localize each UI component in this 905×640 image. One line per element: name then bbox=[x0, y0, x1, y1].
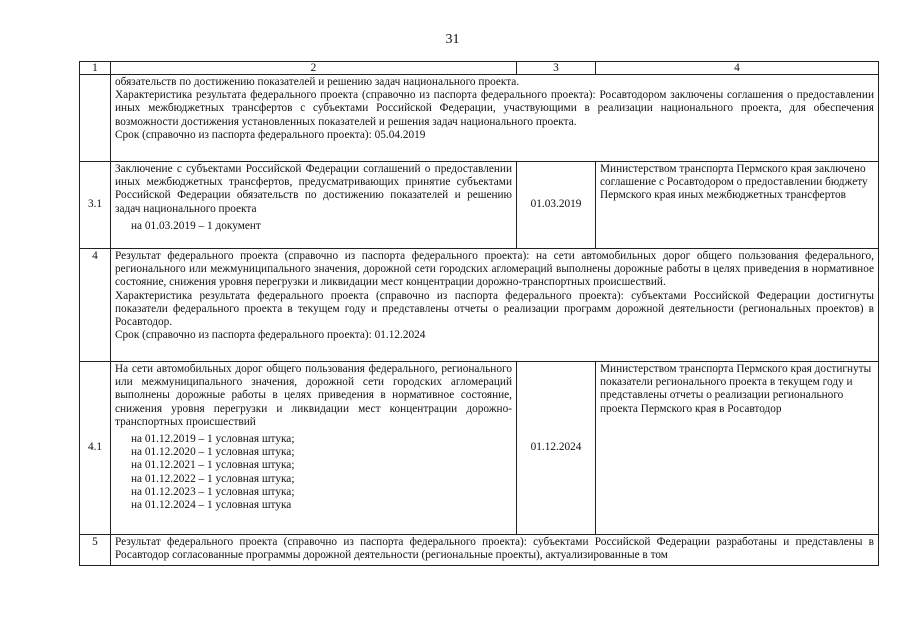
table-row-4 bbox=[80, 249, 879, 362]
table-row-4-1 bbox=[80, 362, 879, 535]
table-row-5 bbox=[80, 535, 879, 566]
federal-result-cell bbox=[111, 535, 879, 566]
deadline-cell: 01.12.2024 bbox=[517, 362, 596, 535]
milestone-item: на 01.12.2024 – 1 условная штука bbox=[131, 499, 292, 512]
deadline-text: Срок (справочно из паспорта федерального проекта): 05.04.2019 bbox=[115, 128, 426, 141]
continuation-text-cell bbox=[111, 75, 879, 162]
event-description: Заключение с субъектами Российской Федерации соглашений о предоставлении иных межбюджетных трансфертов, предусматривающих принятие субъектами Российской Федерации обязательств по достижению показателей и решению задач национального проекта bbox=[115, 163, 512, 215]
page-number: 31 bbox=[445, 32, 460, 47]
deadline-text: Срок (справочно из паспорта федерального проекта): 01.12.2024 bbox=[115, 329, 426, 342]
result-cell: Министерством транспорта Пермского края достигнуты показатели регионального проекта в текущем году и представлены отчеты о реализации регионального проекта Пермского края в Росавтодор bbox=[596, 362, 879, 535]
column-header-1: 1 bbox=[80, 62, 111, 75]
milestone-item: на 01.03.2019 – 1 документ bbox=[131, 219, 261, 232]
column-header-2: 2 bbox=[111, 62, 517, 75]
characteristic-text: Характеристика результата федерального проекта (справочно из паспорта федерального проекта): субъектами Российской Федерации достигнуты показатели федерального проекта в текущем году и представлены отчеты о реализации программ дорожной деятельности (региональных проектов) в Росавтодор. bbox=[115, 289, 874, 329]
row-number: 4 bbox=[80, 249, 111, 362]
federal-result-cell bbox=[111, 249, 879, 362]
milestone-item: на 01.12.2023 – 1 условная штука; bbox=[131, 485, 295, 498]
event-description-cell bbox=[111, 362, 517, 535]
table-row-3-1 bbox=[80, 162, 879, 249]
continuation-line: обязательств по достижению показателей и решению задач национального проекта. bbox=[115, 76, 520, 88]
row-number: 5 bbox=[80, 535, 111, 566]
milestone-item: на 01.12.2019 – 1 условная штука; bbox=[131, 433, 295, 446]
row-number-cell bbox=[80, 75, 111, 162]
column-header-3: 3 bbox=[517, 62, 596, 75]
milestone-item: на 01.12.2021 – 1 условная штука; bbox=[131, 459, 295, 472]
milestone-item: на 01.12.2022 – 1 условная штука; bbox=[131, 472, 295, 485]
table-header-row bbox=[80, 62, 879, 75]
table-row-continuation bbox=[80, 75, 879, 162]
federal-result-text: Результат федерального проекта (справочно из паспорта федерального проекта): на сети автомобильных дорог общего пользования федерального, регионального или межмуниципального значения, дорожной сети городских агломераций выполнены дорожные работы в целях приведения в нормативное состояние, снижения уровня перегрузки и ликвидации мест концентрации дорожно-транспортных происшествий. bbox=[115, 250, 874, 289]
row-number: 4.1 bbox=[80, 362, 111, 535]
deadline-cell: 01.03.2019 bbox=[517, 162, 596, 249]
characteristic-text: Характеристика результата федерального проекта (справочно из паспорта федерального проекта): Росавтодором заключены соглашения о предоставлении иных межбюджетных трансфертов с субъектами Российской Федерации, участвующими в реализации национального проекта, для обеспечения возможности достижения установленных показателей и решения задач национального проекта. bbox=[115, 89, 874, 128]
event-description: На сети автомобильных дорог общего пользования федерального, регионального или межмуниципального значения, дорожной сети городских агломераций выполнены дорожные работы в целях приведения в нормативное состояние, снижения уровня перегрузки и ликвидации мест концентрации дорожно-транспортных происшествий bbox=[115, 363, 512, 428]
row-number: 3.1 bbox=[80, 162, 111, 249]
milestone-item: на 01.12.2020 – 1 условная штука; bbox=[131, 446, 295, 459]
column-header-4: 4 bbox=[596, 62, 879, 75]
data-table bbox=[79, 61, 879, 566]
federal-result-text: Результат федерального проекта (справочно из паспорта федерального проекта): субъектами Российской Федерации разработаны и представлены в Росавтодор согласованные программы дорожной деятельности (региональные проекты), актуализированные в том bbox=[115, 536, 874, 562]
result-cell: Министерством транспорта Пермского края заключено соглашение с Росавтодором о предоставлении бюджету Пермского края иных межбюджетных трансфертов bbox=[596, 162, 879, 249]
event-description-cell bbox=[111, 162, 517, 249]
